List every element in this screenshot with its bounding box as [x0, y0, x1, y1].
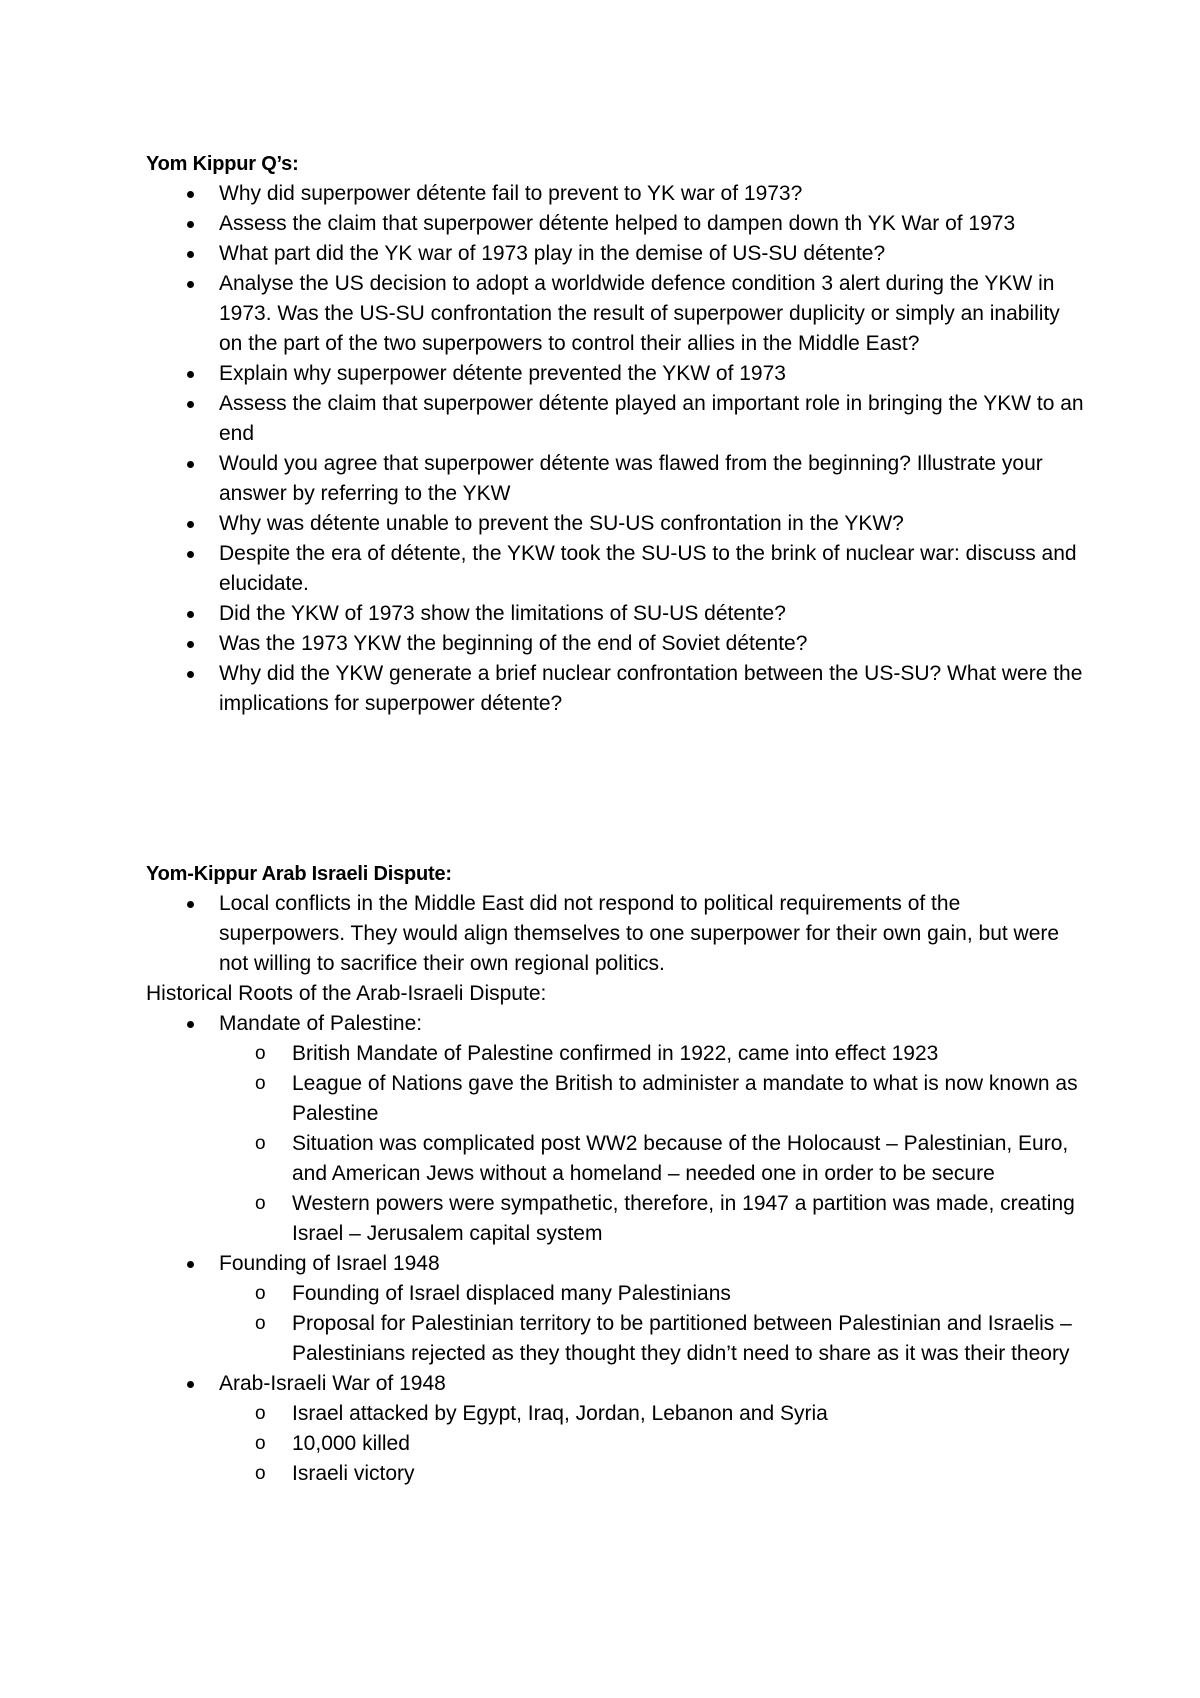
- list-item: Despite the era of détente, the YKW took the SU-US to the brink of nuclear war: discuss and elucidate.: [146, 539, 1086, 599]
- sub-list-item: o League of Nations gave the British to administer a mandate to what is now known as Palestine: [146, 1069, 1086, 1129]
- subheading: Historical Roots of the Arab-Israeli Dispute:: [146, 982, 547, 1005]
- list-item: Explain why superpower détente prevented the YKW of 1973: [146, 359, 1086, 389]
- section-yom-kippur-questions: [146, 149, 1086, 719]
- list-item: Assess the claim that superpower détente played an important role in bringing the YKW to an end: [146, 389, 1086, 449]
- sub-list-item: o Israeli victory: [146, 1459, 1086, 1489]
- sub-list-item: o Situation was complicated post WW2 because of the Holocaust – Palestinian, Euro, and American Jews without a homeland – needed one in order to be secure: [146, 1129, 1086, 1189]
- sub-list-item: o Western powers were sympathetic, therefore, in 1947 a partition was made, creating Israel – Jerusalem capital system: [146, 1189, 1086, 1249]
- topic-item: Mandate of Palestine:: [146, 1009, 1086, 1039]
- list-item: What part did the YK war of 1973 play in the demise of US-SU détente?: [146, 239, 1086, 269]
- section-arab-israeli-dispute: [146, 859, 1086, 1489]
- list-item: Why did the YKW generate a brief nuclear confrontation between the US-SU? What were the implications for superpower détente?: [146, 659, 1086, 719]
- section-heading: Yom-Kippur Arab Israeli Dispute:: [146, 863, 452, 885]
- list-item: Local conflicts in the Middle East did not respond to political requirements of the superpowers. They would align themselves to one superpower for their own gain, but were not willing to sacrifice their own regional politics.: [146, 889, 1086, 979]
- sub-list-item: o 10,000 killed: [146, 1429, 1086, 1459]
- list-item: Analyse the US decision to adopt a worldwide defence condition 3 alert during the YKW in 1973. Was the US-SU confrontation the result of superpower duplicity or simply an inability on the part of the two superpowers to control their allies in the Middle East?: [146, 269, 1086, 359]
- list-item: Why did superpower détente fail to prevent to YK war of 1973?: [146, 179, 1086, 209]
- dispute-list: [146, 889, 1086, 979]
- sub-list-item: o Proposal for Palestinian territory to be partitioned between Palestinian and Israelis – Palestinians rejected as they thought they didn’t need to share as it was their theory: [146, 1309, 1086, 1369]
- sub-list-item: o Israel attacked by Egypt, Iraq, Jordan, Lebanon and Syria: [146, 1399, 1086, 1429]
- question-list: [146, 179, 1086, 719]
- topic-item: Founding of Israel 1948: [146, 1249, 1086, 1279]
- sub-list-item: o Founding of Israel displaced many Palestinians: [146, 1279, 1086, 1309]
- list-item: Was the 1973 YKW the beginning of the end of Soviet détente?: [146, 629, 1086, 659]
- list-item: Did the YKW of 1973 show the limitations of SU-US détente?: [146, 599, 1086, 629]
- topic-item: Arab-Israeli War of 1948: [146, 1369, 1086, 1399]
- list-item: Why was détente unable to prevent the SU-US confrontation in the YKW?: [146, 509, 1086, 539]
- section-heading: Yom Kippur Q’s:: [146, 153, 299, 175]
- historical-roots-list: [146, 1009, 1086, 1489]
- sub-list-item: o British Mandate of Palestine confirmed in 1922, came into effect 1923: [146, 1039, 1086, 1069]
- list-item: Would you agree that superpower détente was flawed from the beginning? Illustrate your answer by referring to the YKW: [146, 449, 1086, 509]
- list-item: Assess the claim that superpower détente helped to dampen down th YK War of 1973: [146, 209, 1086, 239]
